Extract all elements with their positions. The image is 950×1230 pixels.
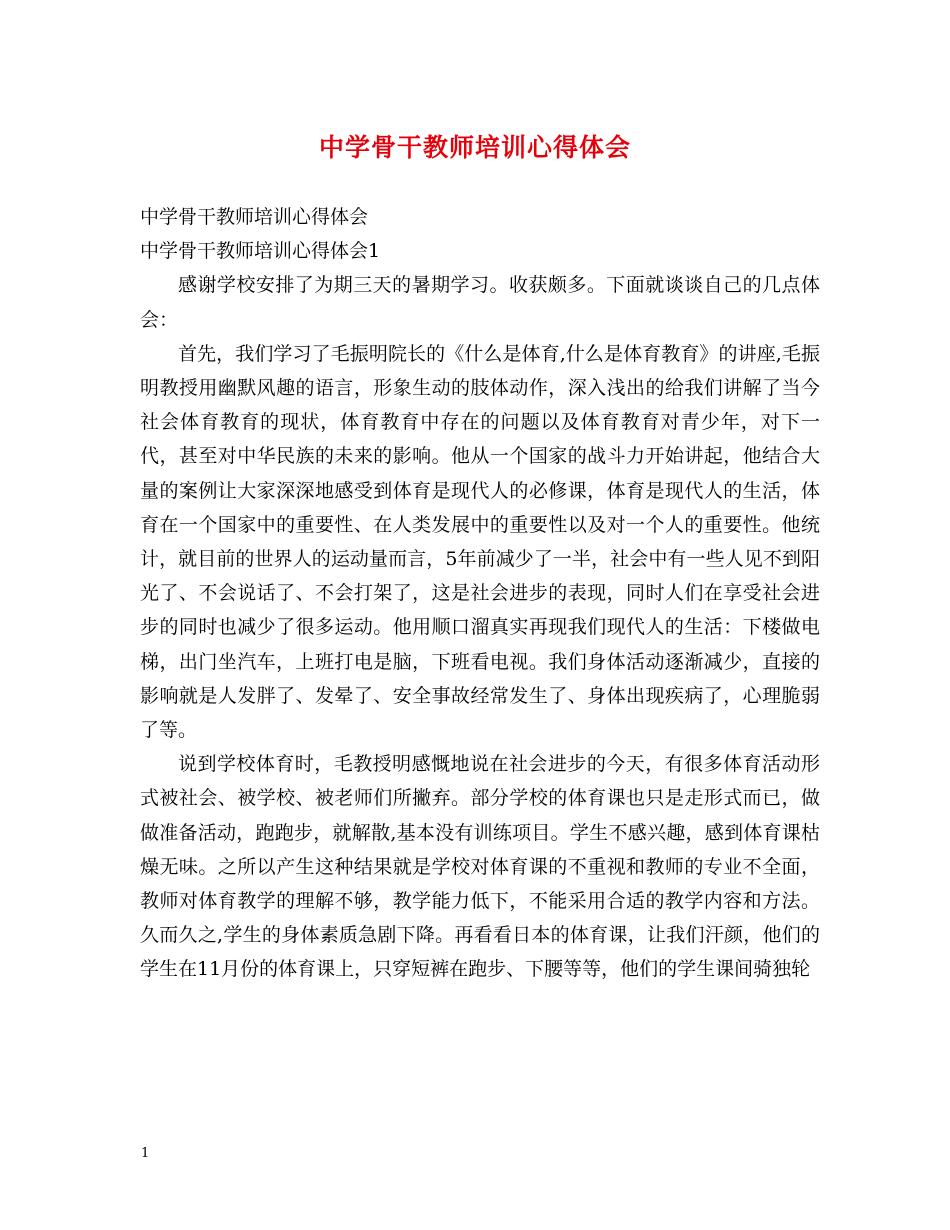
section-heading: 中学骨干教师培训心得体会1 bbox=[140, 240, 381, 263]
subtitle-line: 中学骨干教师培训心得体会 bbox=[140, 206, 369, 228]
page-number: 1 bbox=[141, 1146, 150, 1161]
paragraph-lecture: 首先，我们学习了毛振明院长的《什么是体育,什么是体育教育》的讲座,毛振明教授用幽默风趣的语言，形象生动的肢体动作，深入浅出的给我们讲解了当今社会体育教育的现状，体育教育中存在的问题以及体育教育对青少年，对下一代，甚至对中华民族的未来的影响。他从一个国家的战斗力开始讲起，他结合大量的案例让大家深深地感受到体育是现代人的必修课，体育是现代人的生活，体育在一个国家中的重要性、在人类发展中的重要性以及对一个人的重要性。他统计，就目前的世界人的运动量而言，5年前减少了一半，社会中有一些人见不到阳光了、不会说话了、不会打架了，这是社会进步的表现，同时人们在享受社会进步的同时也减少了很多运动。他用顺口溜真实再现我们现代人的生活：下楼做电梯，出门坐汽车，上班打电是脑，下班看电视。我们身体活动逐渐减少，直接的影响就是人发胖了、发晕了、安全事故经常发生了、身体出现疾病了，心理脆弱了等。 bbox=[140, 342, 820, 742]
paragraph-school-pe: 说到学校体育时，毛教授明感慨地说在社会进步的今天，有很多体育活动形式被社会、被学校、被老师们所撇弃。部分学校的体育课也只是走形式而已，做做准备活动，跑跑步，就解散,基本没有训练项目。学生不感兴趣，感到体育课枯燥无味。之所以产生这种结果就是学校对体育课的不重视和教师的专业不全面，教师对体育教学的理解不够，教学能力低下，不能采用合适的教学内容和方法。久而久之,学生的身体素质急剧下降。再看看日本的体育课，让我们汗颜，他们的学生在11月份的体育课上，只穿短裤在跑步、下腰等等，他们的学生课间骑独轮 bbox=[140, 753, 820, 981]
document-body bbox=[140, 200, 820, 987]
paragraph-intro: 感谢学校安排了为期三天的暑期学习。收获颇多。下面就谈谈自己的几点体会： bbox=[140, 274, 820, 331]
page-title: 中学骨干教师培训心得体会 bbox=[318, 133, 631, 162]
